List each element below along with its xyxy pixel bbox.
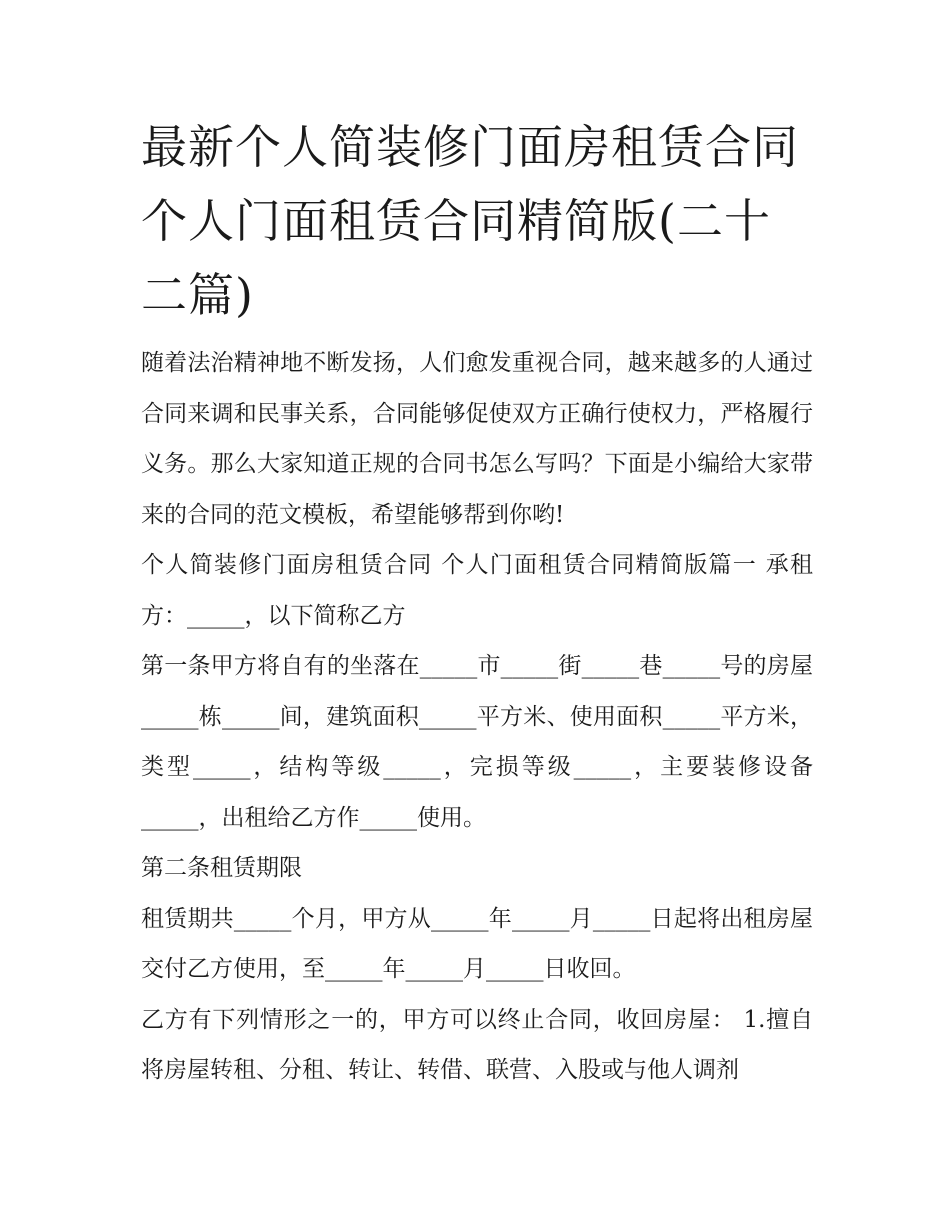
document-body [141, 338, 813, 1096]
paragraph-contract-heading: 个人简装修门面房租赁合同 个人门面租赁合同精简版篇一 承租方：_____，以下简称乙方 [141, 552, 813, 629]
paragraph-lease-term: 租赁期共_____个月，甲方从_____年_____月_____日起将出租房屋交付乙方使用，至_____年_____月_____日收回。 [141, 905, 813, 982]
document-page [141, 110, 813, 1096]
paragraph-intro: 随着法治精神地不断发扬，人们愈发重视合同，越来越多的人通过合同来调和民事关系，合同能够促使双方正确行使权力，严格履行义务。那么大家知道正规的合同书怎么写吗？下面是小编给大家带来的合同的范文模板，希望能够帮到你哟! [141, 350, 813, 528]
paragraph-article-1: 第一条甲方将自有的坐落在_____市_____街_____巷_____号的房屋_____栋_____间，建筑面积_____平方米、使用面积_____平方米，类型_____，结构等级_____，完损等级_____，主要装修设备_____，出租给乙方作_____使用。 [141, 653, 813, 831]
paragraph-article-2-heading: 第二条租赁期限 [141, 855, 302, 881]
document-title: 最新个人简装修门面房租赁合同 个人门面租赁合同精简版(二十二篇) [141, 120, 799, 322]
paragraph-termination: 乙方有下列情形之一的，甲方可以终止合同，收回房屋： 1.擅自将房屋转租、分租、转让、转借、联营、入股或与他人调剂 [141, 1006, 813, 1083]
